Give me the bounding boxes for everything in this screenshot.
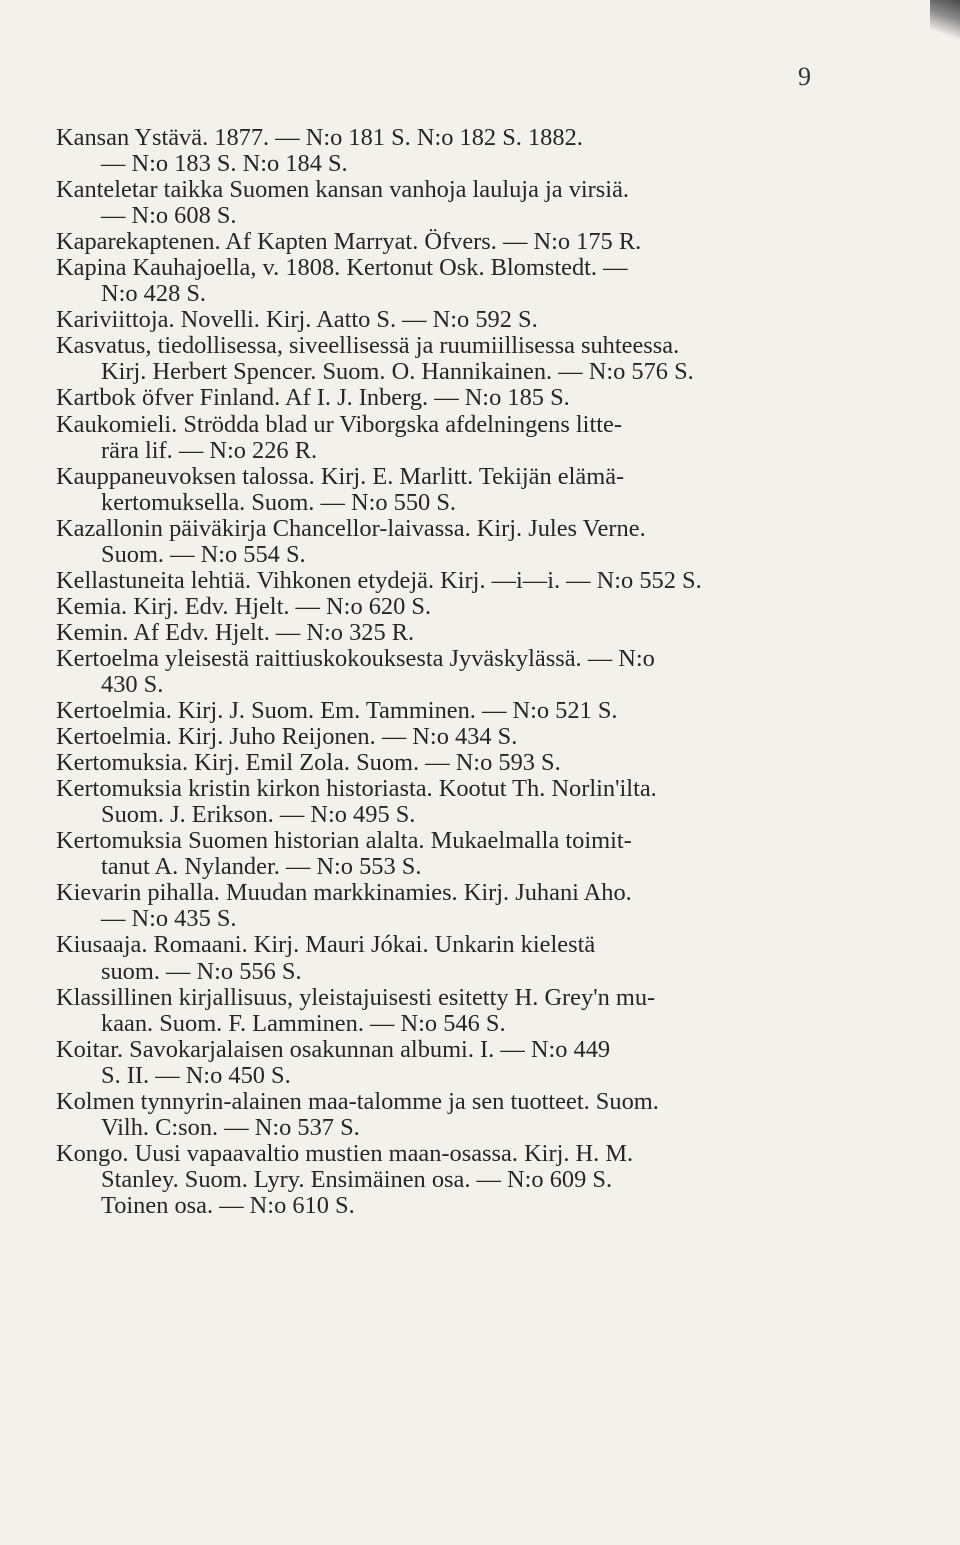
entry-line: Kazallonin päiväkirja Chancellor-laivassa. Kirj. Jules Verne. [56, 514, 646, 542]
entry-line: — N:o 183 S. N:o 184 S. [101, 150, 348, 178]
catalog-entry [56, 724, 856, 750]
catalog-entry [56, 750, 856, 776]
catalog-entry [56, 776, 856, 828]
entry-line: — N:o 435 S. [101, 905, 237, 933]
entry-line: suom. — N:o 556 S. [101, 957, 302, 985]
catalog-entry [56, 307, 856, 333]
entry-line: tanut A. Nylander. — N:o 553 S. [101, 853, 422, 881]
entry-line: Stanley. Suom. Lyry. Ensimäinen osa. — N:o 609 S. [101, 1165, 613, 1193]
catalog-entry [56, 412, 856, 464]
entry-line: Vilh. C:son. — N:o 537 S. [101, 1113, 360, 1141]
entry-line: Kemin. Af Edv. Hjelt. — N:o 325 R. [56, 618, 415, 646]
entry-line: Kapina Kauhajoella, v. 1808. Kertonut Osk. Blomstedt. — [56, 254, 628, 282]
entry-line: 430 S. [101, 670, 164, 698]
entry-line: N:o 428 S. [101, 280, 207, 308]
entry-line: Kemia. Kirj. Edv. Hjelt. — N:o 620 S. [56, 592, 432, 620]
catalog-entry [56, 932, 856, 984]
catalog-entry [56, 985, 856, 1037]
entry-line: Kasvatus, tiedollisessa, siveellisessä ja ruumiillisessa suhteessa. [56, 332, 680, 360]
entry-line: Kongo. Uusi vapaavaltio mustien maan-osassa. Kirj. H. M. [56, 1139, 634, 1167]
entry-line: Suom. — N:o 554 S. [101, 540, 306, 568]
catalog-entry [56, 255, 856, 307]
catalog-entries [56, 125, 856, 1219]
entry-line: Koitar. Savokarjalaisen osakunnan albumi. I. — N:o 449 [56, 1035, 611, 1063]
entry-line: Kartbok öfver Finland. Af I. J. Inberg. — N:o 185 S. [56, 384, 570, 412]
catalog-entry [56, 229, 856, 255]
entry-line: Kariviittoja. Novelli. Kirj. Aatto S. — N:o 592 S. [56, 306, 538, 334]
catalog-entry [56, 620, 856, 646]
entry-line: Kievarin pihalla. Muudan markkinamies. Kirj. Juhani Aho. [56, 879, 632, 907]
page-number: 9 [798, 62, 811, 91]
catalog-entry [56, 333, 856, 385]
catalog-entry [56, 568, 856, 594]
catalog-entry [56, 385, 856, 411]
catalog-entry [56, 516, 856, 568]
entry-line: Kellastuneita lehtiä. Vihkonen etydejä. Kirj. —i—i. — N:o 552 S. [56, 566, 702, 594]
catalog-entry [56, 646, 856, 698]
entry-line: Suom. J. Erikson. — N:o 495 S. [101, 801, 416, 829]
entry-line: Kertoelma yleisestä raittiuskokouksesta Jyväskylässä. — N:o [56, 644, 655, 672]
entry-line: Kansan Ystävä. 1877. — N:o 181 S. N:o 182 S. 1882. [56, 124, 583, 151]
catalog-entry [56, 1037, 856, 1089]
entry-line: Kauppaneuvoksen talossa. Kirj. E. Marlitt. Tekijän elämä- [56, 462, 625, 490]
entry-line: Kiusaaja. Romaani. Kirj. Mauri Jókai. Unkarin kielestä [56, 931, 596, 959]
entry-line: Kertomuksia Suomen historian alalta. Mukaelmalla toimit- [56, 827, 632, 855]
entry-line: Kanteletar taikka Suomen kansan vanhoja lauluja ja virsiä. [56, 176, 629, 204]
entry-line: Kertomuksia kristin kirkon historiasta. Kootut Th. Norlin'ilta. [56, 775, 657, 803]
entry-line: Kertoelmia. Kirj. J. Suom. Em. Tamminen. — N:o 521 S. [56, 697, 618, 725]
entry-line: Kaparekaptenen. Af Kapten Marryat. Öfvers. — N:o 175 R. [56, 228, 642, 256]
entry-line: kaan. Suom. F. Lamminen. — N:o 546 S. [101, 1009, 506, 1037]
entry-line: rära lif. — N:o 226 R. [101, 436, 318, 464]
entry-line: — N:o 608 S. [101, 202, 237, 230]
page-corner-shadow [930, 0, 960, 40]
entry-line: Kaukomieli. Strödda blad ur Viborgska afdelningens litte- [56, 410, 622, 438]
catalog-entry [56, 594, 856, 620]
catalog-entry [56, 1089, 856, 1141]
entry-line: Klassillinen kirjallisuus, yleistajuisesti esitetty H. Grey'n mu- [56, 983, 656, 1011]
catalog-entry [56, 828, 856, 880]
catalog-entry [56, 464, 856, 516]
catalog-entry [56, 177, 856, 229]
entry-line: kertomuksella. Suom. — N:o 550 S. [101, 488, 457, 516]
entry-line: Kertoelmia. Kirj. Juho Reijonen. — N:o 434 S. [56, 723, 518, 751]
catalog-entry [56, 880, 856, 932]
entry-line: Kirj. Herbert Spencer. Suom. O. Hannikainen. — N:o 576 S. [101, 358, 694, 386]
catalog-entry [56, 698, 856, 724]
catalog-entry [56, 1141, 856, 1219]
entry-line: S. II. — N:o 450 S. [101, 1061, 291, 1089]
catalog-entry [56, 125, 856, 177]
entry-line: Toinen osa. — N:o 610 S. [101, 1191, 355, 1219]
entry-line: Kolmen tynnyrin-alainen maa-talomme ja sen tuotteet. Suom. [56, 1087, 659, 1115]
entry-line: Kertomuksia. Kirj. Emil Zola. Suom. — N:o 593 S. [56, 749, 561, 777]
